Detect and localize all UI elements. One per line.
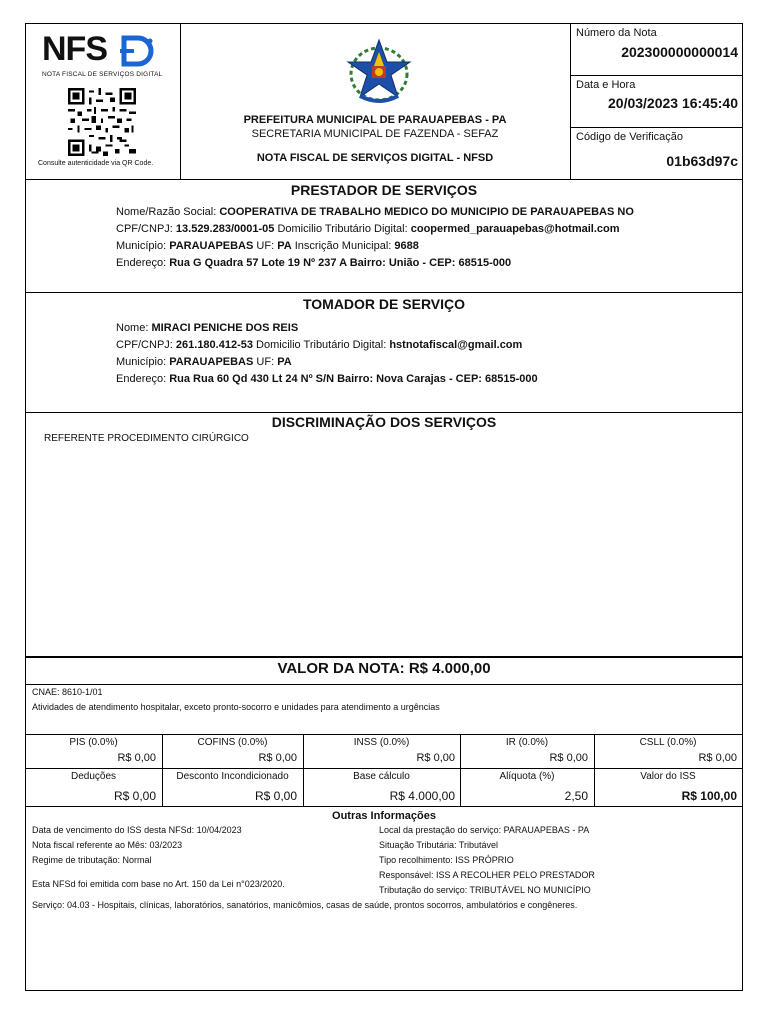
qr-caption: Consulte autenticidade via QR Code.	[38, 160, 154, 167]
deducoes-label: Deduções	[70, 771, 117, 782]
base-calculo-value: R$ 4.000,00	[389, 789, 455, 803]
logo-subtitle: NOTA FISCAL DE SERVIÇOS DIGITAL	[42, 71, 163, 78]
prestador-cpf-line	[116, 223, 620, 235]
tomador-nome-value: MIRACI PENICHE DOS REIS	[151, 322, 299, 334]
border-top	[25, 23, 743, 24]
tomador-municipio-label: Município:	[116, 356, 167, 368]
tax-pis-label: PIS (0.0%)	[69, 737, 118, 748]
sep-prestador	[25, 292, 743, 293]
outras-left-4: Esta NFSd foi emitida com base no Art. 150 da Lei n°023/2020.	[32, 879, 285, 889]
tomador-endereco-label: Endereço:	[116, 373, 167, 385]
tax-cofins-label: COFINS (0.0%)	[197, 737, 268, 748]
outras-left-3: Regime de tributação: Normal	[32, 855, 152, 865]
header-right-sep-2	[570, 127, 742, 128]
numero-nota-value: 202300000000014	[621, 44, 738, 60]
outras-right-5: Tributação do serviço: TRIBUTÁVEL NO MUNICÍPIO	[379, 885, 591, 895]
valor-nota	[25, 660, 743, 677]
tax-cofins-value: R$ 0,00	[258, 752, 297, 764]
border-bottom	[25, 990, 743, 991]
border-left	[25, 23, 26, 991]
tomador-endereco-value: Rua Rua 60 Qd 430 Lt 24 Nº S/N Bairro: Nova Carajas - CEP: 68515-000	[169, 373, 538, 385]
tax-pis-value: R$ 0,00	[117, 752, 156, 764]
border-right	[742, 23, 743, 991]
outras-left-1: Data de vencimento do ISS desta NFSd: 10/04/2023	[32, 825, 242, 835]
tax-csll-value: R$ 0,00	[698, 752, 737, 764]
prefeitura-title: PREFEITURA MUNICIPAL DE PARAUAPEBAS - PA	[243, 114, 507, 126]
valor-iss-value: R$ 100,00	[681, 789, 737, 803]
sep-tax-1	[25, 768, 743, 769]
prestador-cpf-value: 13.529.283/0001-05	[175, 223, 275, 235]
sep-cnae	[25, 734, 743, 735]
prestador-domicilio-label: Domicilio Tributário Digital:	[277, 223, 408, 235]
tax-ir-value: R$ 0,00	[549, 752, 588, 764]
prestador-municipio-value: PARAUAPEBAS	[169, 240, 254, 252]
header-divider-right	[570, 23, 571, 179]
tomador-cpf-label: CPF/CNPJ:	[116, 339, 173, 351]
prestador-uf-label: UF:	[256, 240, 275, 252]
tax-csll-label: CSLL (0.0%)	[639, 737, 697, 748]
outras-right-2: Situação Tributária: Tributável	[379, 840, 499, 850]
valor-nota-label: VALOR DA NOTA:	[277, 660, 405, 677]
tomador-municipio-value: PARAUAPEBAS	[169, 356, 254, 368]
prestador-uf-value: PA	[277, 240, 292, 252]
logo-text: NFS	[42, 30, 107, 68]
tax-ir-label: IR (0.0%)	[505, 737, 549, 748]
base-calculo-label: Base cálculo	[353, 771, 410, 782]
prestador-domicilio-value: coopermed_parauapebas@hotmail.com	[410, 223, 620, 235]
prestador-nome-line	[116, 206, 634, 218]
tomador-cpf-value: 261.180.412-53	[175, 339, 253, 351]
tax-inss-label: INSS (0.0%)	[353, 737, 410, 748]
aliquota-label: Alíquota (%)	[499, 771, 555, 782]
tomador-title: TOMADOR DE SERVIÇO	[302, 296, 466, 312]
discriminacao-title: DISCRIMINAÇÃO DOS SERVIÇOS	[271, 414, 497, 430]
prestador-endereco-value: Rua G Quadra 57 Lote 19 Nº 237 A Bairro: União - CEP: 68515-000	[169, 257, 512, 269]
tomador-nome-label: Nome:	[116, 322, 149, 334]
aliquota-value: 2,50	[564, 789, 588, 803]
sep-tomador	[25, 412, 743, 413]
prestador-nome-value: COOPERATIVA DE TRABALHO MEDICO DO MUNICIPIO DE PARAUAPEBAS NO	[219, 206, 634, 218]
codigo-verificacao-label: Código de Verificação	[576, 131, 684, 143]
prestador-title: PRESTADOR DE SERVIÇOS	[290, 182, 478, 198]
prestador-municipio-label: Município:	[116, 240, 167, 252]
prestador-inscricao-label: Inscrição Municipal:	[294, 240, 392, 252]
discriminacao-text: REFERENTE PROCEDIMENTO CIRÚRGICO	[44, 433, 249, 444]
servico-line: Serviço: 04.03 - Hospitais, clínicas, laboratórios, sanatórios, manicômios, casas de saúde, prontos socorros, ambulatórios e congêneres.	[32, 900, 578, 910]
valor-iss-label: Valor do ISS	[640, 771, 696, 782]
cnae-description: Atividades de atendimento hospitalar, exceto pronto-socorro e unidades para atendimento a urgências	[32, 702, 440, 712]
tomador-cpf-line	[116, 339, 522, 351]
logo-d-icon	[120, 35, 160, 67]
sep-discriminacao	[25, 656, 743, 658]
cnae-code: CNAE: 8610-1/01	[32, 687, 103, 697]
valor-nota-value: R$ 4.000,00	[408, 660, 491, 677]
outras-right-1: Local da prestação do serviço: PARAUAPEBAS - PA	[379, 825, 590, 835]
nfsd-logo	[42, 30, 166, 68]
data-hora-label: Data e Hora	[576, 79, 636, 91]
prestador-inscricao-value: 9688	[394, 240, 419, 252]
sep-tax-2	[25, 806, 743, 807]
tomador-nome-line	[116, 322, 298, 334]
codigo-verificacao-value: 01b63d97c	[666, 153, 738, 169]
tomador-domicilio-label: Domicilio Tributário Digital:	[256, 339, 387, 351]
tomador-endereco-line	[116, 373, 538, 385]
prestador-endereco-label: Endereço:	[116, 257, 167, 269]
outras-left-2: Nota fiscal referente ao Mês: 03/2023	[32, 840, 183, 850]
outras-right-3: Tipo recolhimento: ISS PRÓPRIO	[379, 855, 514, 865]
tax-inss-value: R$ 0,00	[416, 752, 455, 764]
prestador-municipio-line	[116, 240, 419, 252]
secretaria-title: SECRETARIA MUNICIPAL DE FAZENDA - SEFAZ	[251, 128, 499, 140]
tomador-uf-label: UF:	[256, 356, 275, 368]
tomador-uf-value: PA	[277, 356, 292, 368]
coat-of-arms-icon	[338, 34, 420, 106]
deducoes-value: R$ 0,00	[113, 789, 156, 803]
qr-code[interactable]	[68, 88, 136, 156]
prestador-nome-label: Nome/Razão Social:	[116, 206, 217, 218]
sep-header	[25, 179, 743, 180]
numero-nota-label: Número da Nota	[576, 27, 657, 39]
desconto-value: R$ 0,00	[254, 789, 297, 803]
tomador-domicilio-value: hstnotafiscal@gmail.com	[389, 339, 523, 351]
outras-right-4: Responsável: ISS A RECOLHER PELO PRESTADOR	[379, 870, 595, 880]
document-title: NOTA FISCAL DE SERVIÇOS DIGITAL - NFSD	[256, 152, 494, 164]
header-right-sep-1	[570, 75, 742, 76]
prestador-endereco-line	[116, 257, 511, 269]
outras-title: Outras Informações	[332, 810, 436, 822]
tomador-municipio-line	[116, 356, 292, 368]
prestador-cpf-label: CPF/CNPJ:	[116, 223, 173, 235]
desconto-label: Desconto Incondicionado	[176, 771, 289, 782]
sep-valor	[25, 684, 743, 685]
data-hora-value: 20/03/2023 16:45:40	[608, 95, 738, 111]
